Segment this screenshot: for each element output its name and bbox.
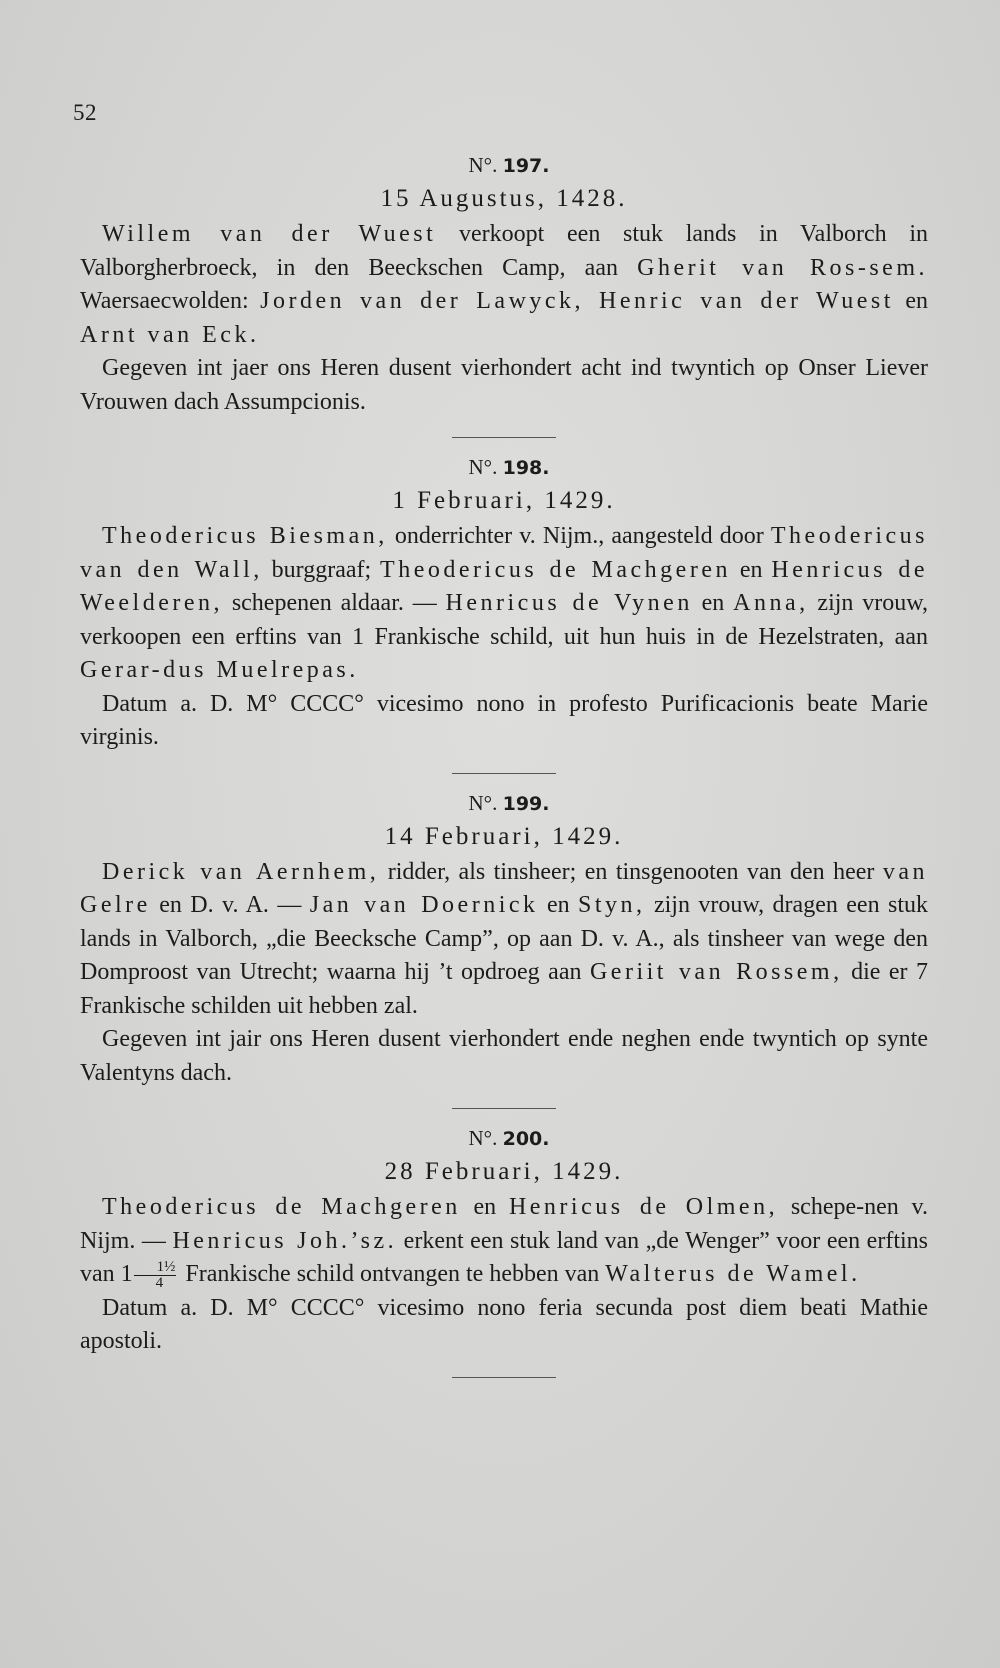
fraction xyxy=(134,1260,177,1291)
text-run: en xyxy=(460,1194,509,1220)
entry-paragraph xyxy=(80,352,928,419)
entry-text xyxy=(80,1191,928,1359)
text-run: burggraaf; xyxy=(262,556,381,583)
entry-date: 14 Februari, 1429. xyxy=(384,822,624,850)
section-divider xyxy=(452,437,556,438)
text-run: Frankische schild ontvangen te hebben van xyxy=(179,1261,606,1287)
entry-text xyxy=(80,856,928,1091)
entry-paragraph xyxy=(80,688,928,755)
entry-number-value: 197. xyxy=(502,155,550,177)
spaced-name: Derick van Aernhem, xyxy=(102,858,380,885)
entry-number xyxy=(80,788,928,818)
document-body xyxy=(80,150,928,1392)
text-run: Gegeven int jaer ons Heren dusent vierhondert acht ind twyntich op Onser Liever Vrouwen dach Assumpcionis. xyxy=(80,355,928,415)
text-run: Waersaecwolden: xyxy=(80,288,261,314)
entry-text xyxy=(80,218,928,419)
fraction-numerator: 1½ xyxy=(134,1260,177,1276)
entry-number-prefix: N°. xyxy=(468,455,498,479)
spaced-name: Gherit van Ros-sem. xyxy=(637,254,928,281)
spaced-name: Theodericus van den Wall, xyxy=(80,523,929,583)
entry-number-prefix: N°. xyxy=(468,1126,498,1150)
entry-number-value: 200. xyxy=(502,1128,550,1150)
spaced-name: Geriit van Rossem, xyxy=(589,959,843,985)
entry-paragraph xyxy=(80,218,928,352)
entry-197 xyxy=(80,150,928,419)
entry-paragraph xyxy=(80,1292,928,1359)
text-run: en xyxy=(538,892,579,918)
page-number: 52 xyxy=(73,100,97,125)
spaced-name: Styn, xyxy=(578,892,646,918)
text-run: Datum a. D. M° CCCC° vicesimo nono feria secunda post diem beati Mathie apostoli. xyxy=(80,1294,928,1354)
text-run: zijn vrouw, verkoopen een erftins van 1 Frankische schild, uit hun huis in de Hezelstraten, aan xyxy=(80,590,928,650)
entry-paragraph xyxy=(80,856,928,1024)
text-run: zijn vrouw, dragen een stuk lands in Valborch, „die Beecksche Camp”, op aan D. v. A., als tinsheer van wege den Domproost van Utrecht; waarna hij ’t opdroeg aan xyxy=(80,892,928,985)
spaced-name: Theodericus de Machgeren xyxy=(102,1194,461,1220)
text-run: en xyxy=(893,288,928,314)
entry-number xyxy=(80,452,928,482)
text-run: en xyxy=(730,556,772,583)
entry-paragraph xyxy=(80,1191,928,1292)
spaced-name: Theodericus de Machgeren xyxy=(380,556,731,583)
section-divider xyxy=(452,1377,556,1378)
text-run: en xyxy=(692,590,734,616)
entry-date: 28 Februari, 1429. xyxy=(384,1158,624,1185)
spaced-name: Henricus de Vynen xyxy=(445,590,693,616)
entry-number xyxy=(80,1123,928,1153)
entry-200 xyxy=(80,1123,928,1359)
entry-number-value: 198. xyxy=(502,457,550,479)
section-divider xyxy=(452,773,556,774)
text-run: schepe-nen v. Nijm. — xyxy=(80,1194,928,1254)
entry-paragraph xyxy=(80,1023,928,1090)
spaced-name: Walterus de Wamel. xyxy=(605,1261,861,1287)
text-run: die er 7 Frankische schilden uit hebben zal. xyxy=(80,959,929,1019)
spaced-name: Henricus Joh.’sz. xyxy=(172,1227,398,1254)
text-run: schepenen aldaar. — xyxy=(223,590,446,616)
spaced-name: Henricus de Olmen, xyxy=(508,1194,779,1220)
entry-199 xyxy=(80,788,928,1091)
entry-number xyxy=(80,150,928,180)
entry-number-prefix: N°. xyxy=(468,790,498,815)
spaced-name: Anna, xyxy=(733,590,809,616)
spaced-name: Arnt van Eck. xyxy=(80,321,260,348)
spaced-name: Jorden van der Lawyck, Henric van der Wuest xyxy=(260,288,894,314)
entry-date: 1 Februari, 1429. xyxy=(392,487,616,514)
spaced-name: Jan van Doernick xyxy=(309,892,539,918)
text-run: ridder, als tinsheer; en tinsgenooten van den heer xyxy=(379,858,883,885)
spaced-name: Willem van der Wuest xyxy=(102,221,437,247)
spaced-name: Theodericus Biesman, xyxy=(102,523,388,549)
text-run: Datum a. D. M° CCCC° vicesimo nono in profesto Purificacionis beate Marie virginis. xyxy=(80,690,928,750)
text-run: onderrichter v. Nijm., aangesteld door xyxy=(387,523,771,549)
spaced-name: van Gelre xyxy=(80,858,929,918)
spaced-name: Henricus de Weelderen, xyxy=(80,556,929,616)
entry-number-value: 199. xyxy=(502,792,550,815)
text-run: erkent een stuk land van „de Wenger” voor een erftins van 1 xyxy=(80,1227,928,1287)
entry-date: 15 Augustus, 1428. xyxy=(380,185,628,212)
entry-paragraph xyxy=(80,520,928,688)
fraction-denominator: 4 xyxy=(155,1274,164,1291)
entry-198 xyxy=(80,452,928,755)
spaced-name: Gerar-dus Muelrepas. xyxy=(80,657,359,683)
text-run: Gegeven int jair ons Heren dusent vierhondert ende neghen ende twyntich op synte Valentyns dach. xyxy=(80,1026,928,1086)
entry-text xyxy=(80,520,928,755)
entry-number-prefix: N°. xyxy=(468,153,498,177)
section-divider xyxy=(452,1108,556,1109)
text-run: verkoopt een stuk lands in Valborch in Valborgherbroeck, in den Beeckschen Camp, aan xyxy=(80,221,928,281)
text-run: en D. v. A. — xyxy=(150,892,310,918)
